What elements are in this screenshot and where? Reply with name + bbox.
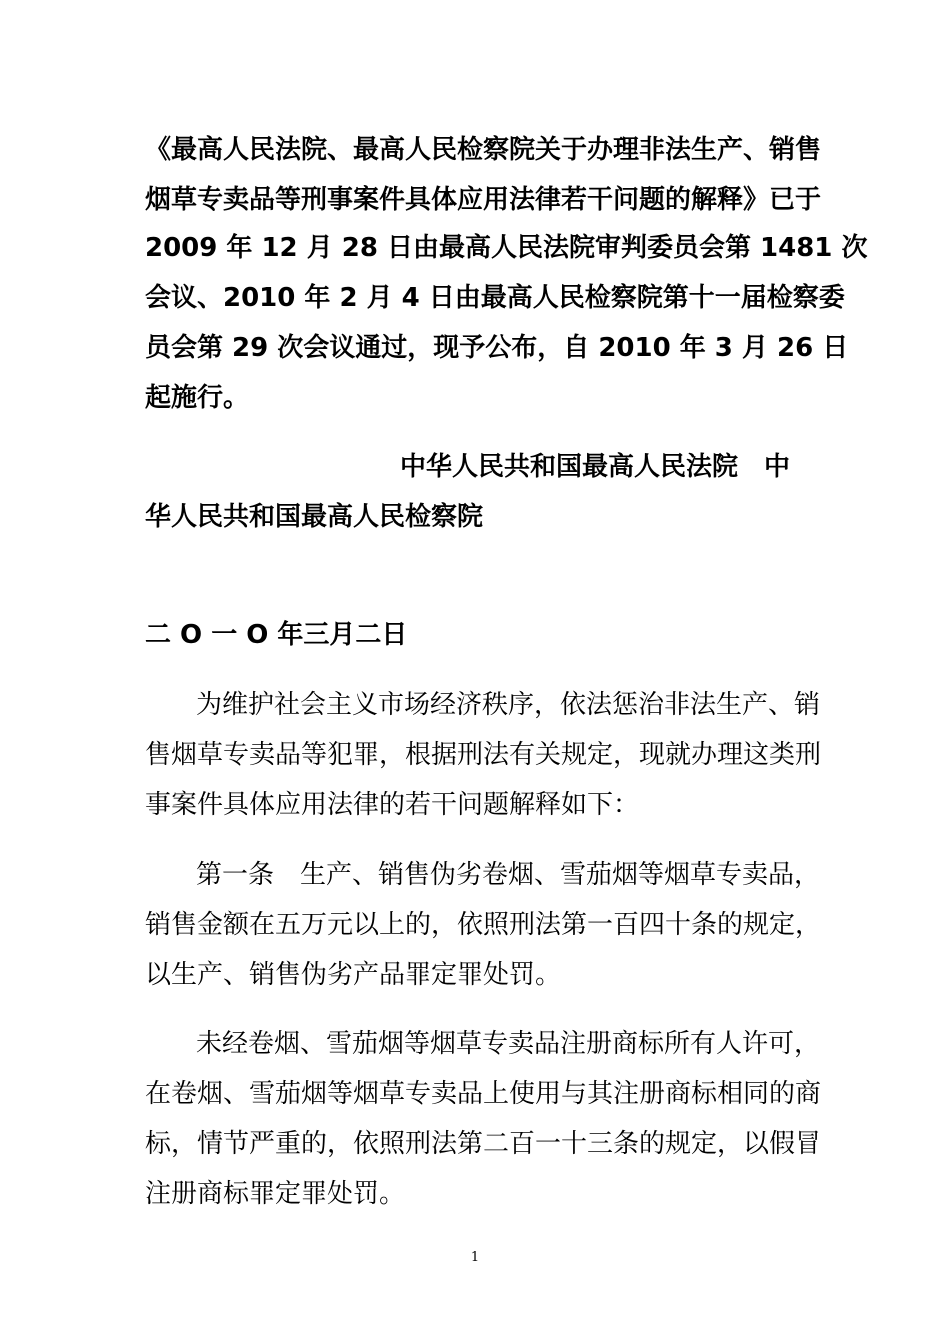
- article1-line-2: 销售金额在五万元以上的，依照刑法第一百四十条的规定，: [145, 910, 822, 940]
- article1-para2-line-3: 标，情节严重的，依照刑法第二百一十三条的规定，以假冒: [145, 1129, 822, 1159]
- signature-line-2: 华人民共和国最高人民检察院: [145, 502, 484, 532]
- page-number: 1: [470, 1250, 480, 1265]
- article1-line-3: 以生产、销售伪劣产品罪定罪处罚。: [145, 960, 562, 990]
- preamble-line-2: 售烟草专卖品等犯罪，根据刑法有关规定，现就办理这类刑: [145, 740, 822, 770]
- article1-line-1: 第一条 生产、销售伪劣卷烟、雪茄烟等烟草专卖品，: [196, 860, 821, 890]
- preamble-line-1: 为维护社会主义市场经济秩序，依法惩治非法生产、销: [196, 690, 821, 720]
- article1-para2-line-1: 未经卷烟、雪茄烟等烟草专卖品注册商标所有人许可，: [196, 1029, 821, 1059]
- announcement-line-4: 会议、2010 年 2 月 4 日由最高人民检察院第十一届检察委: [145, 283, 845, 313]
- announcement-line-2: 烟草专卖品等刑事案件具体应用法律若干问题的解释》已于: [145, 185, 822, 215]
- article1-para2-line-4: 注册商标罪定罪处罚。: [145, 1179, 406, 1209]
- announcement-line-1: 《最高人民法院、最高人民检察院关于办理非法生产、销售: [145, 135, 822, 165]
- preamble-line-3: 事案件具体应用法律的若干问题解释如下：: [145, 790, 640, 820]
- article1-para2-line-2: 在卷烟、雪茄烟等烟草专卖品上使用与其注册商标相同的商: [145, 1079, 822, 1109]
- announcement-line-3: 2009 年 12 月 28 日由最高人民法院审判委员会第 1481 次: [145, 233, 868, 263]
- issue-date: 二 O 一 O 年三月二日: [145, 620, 408, 650]
- announcement-line-5: 员会第 29 次会议通过，现予公布，自 2010 年 3 月 26 日: [145, 333, 849, 363]
- signature-line-1: 中华人民共和国最高人民法院 中: [400, 452, 791, 482]
- announcement-line-6: 起施行。: [145, 383, 250, 413]
